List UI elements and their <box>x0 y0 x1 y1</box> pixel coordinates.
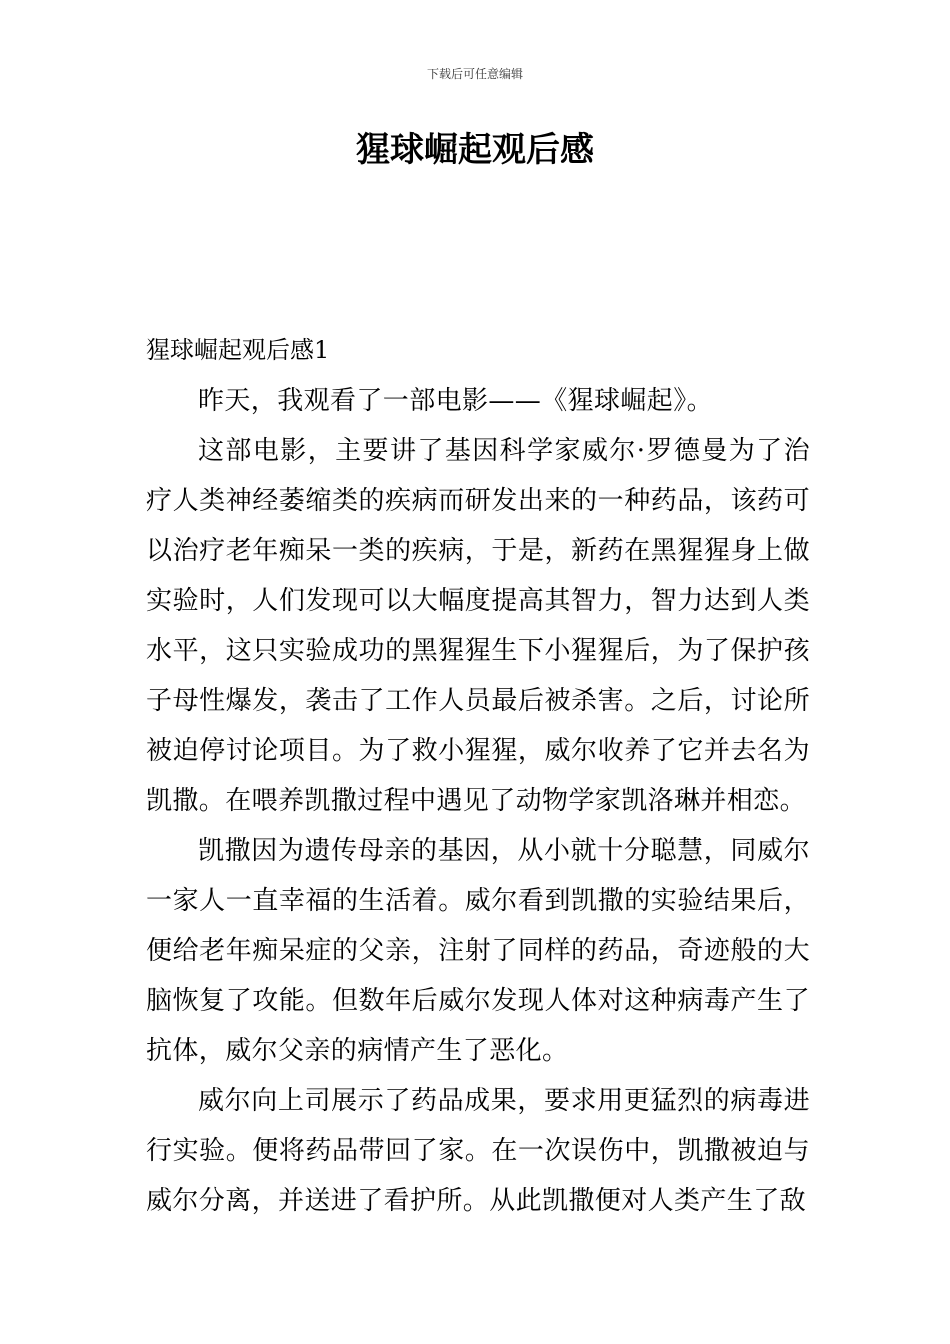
header-note: 下载后可任意编辑 <box>426 67 523 81</box>
paragraph-3: 凯撒因为遗传母亲的基因，从小就十分聪慧，同威尔一家人一直幸福的生活着。威尔看到凯撒的实验结果后，便给老年痴呆症的父亲，注射了同样的药品，奇迹般的大脑恢复了攻能。但数年后威尔发现人体对这种病毒产生了抗体，威尔父亲的病情产生了恶化。 <box>146 836 810 1066</box>
paragraph-4: 威尔向上司展示了药品成果，要求用更猛烈的病毒进行实验。便将药品带回了家。在一次误伤中，凯撒被迫与威尔分离，并送进了看护所。从此凯撒便对人类产生了敌 <box>146 1086 810 1216</box>
paragraph-2: 这部电影，主要讲了基因科学家威尔·罗德曼为了治疗人类神经萎缩类的疾病而研发出来的一种药品，该药可以治疗老年痴呆一类的疾病，于是，新药在黑猩猩身上做实验时，人们发现可以大幅度提高其智力，智力达到人类水平，这只实验成功的黑猩猩生下小猩猩后，为了保护孩子母性爆发，袭击了工作人员最后被杀害。之后，讨论所被迫停讨论项目。为了救小猩猩，威尔收养了它并去名为凯撒。在喂养凯撒过程中遇见了动物学家凯洛琳并相恋。 <box>146 436 810 816</box>
section-heading: 猩球崛起观后感1 <box>146 336 330 364</box>
document-title: 猩球崛起观后感 <box>356 130 594 170</box>
paragraph-1: 昨天，我观看了一部电影——《猩球崛起》。 <box>198 386 714 416</box>
document-body <box>146 330 810 1226</box>
